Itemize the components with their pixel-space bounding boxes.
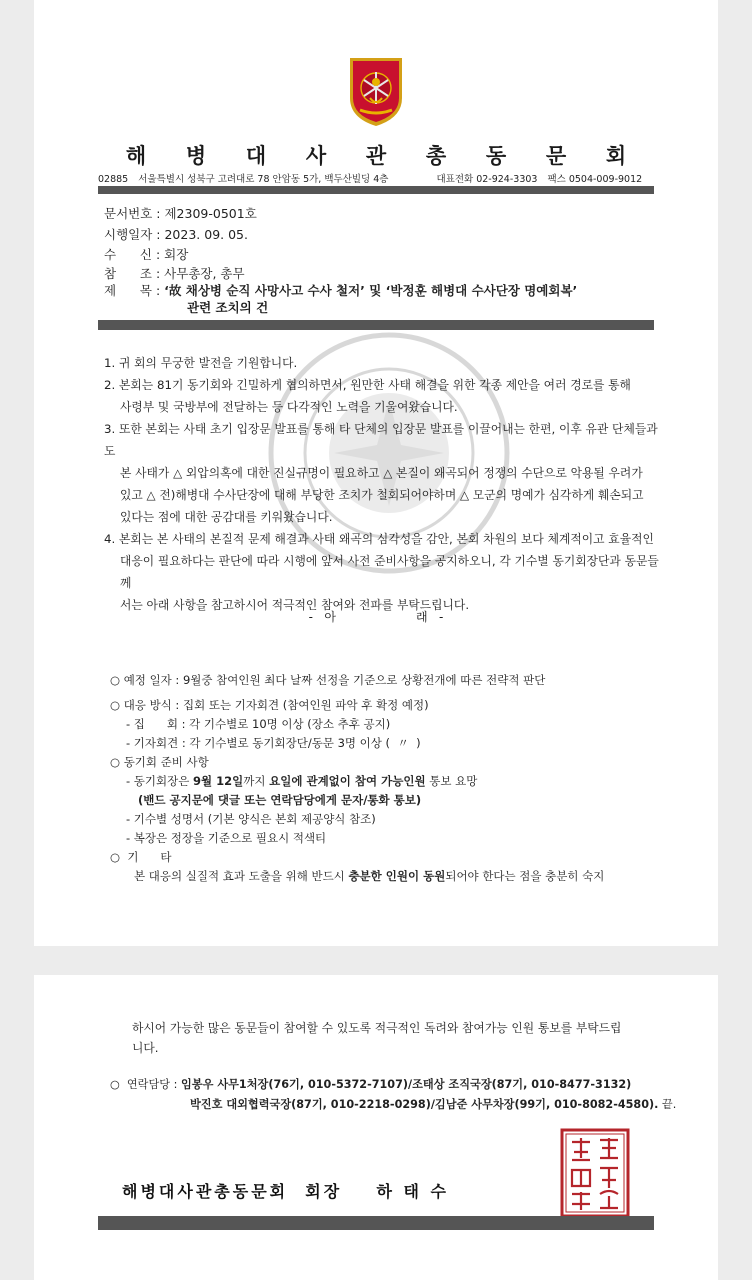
header-divider [98, 186, 654, 194]
recipient-row: 수 신 : 회장 [104, 247, 189, 262]
reference-row: 참 조 : 사무총장, 총무 [104, 266, 245, 281]
date-row: 시행일자 : 2023. 09. 05. [104, 227, 248, 242]
marine-corps-emblem-icon [346, 52, 406, 128]
address-line [98, 171, 652, 185]
contact-info: ○ 연락담당 : 임봉우 사무1처장(76기, 010-5372-7107)/조태상 조직국장(87기, 010-8477-3132) 박진호 대외협력국장(87기, 010-2218-0298)/김남준 사무차장(99기, 010-8082-4580). 끝. [110, 1078, 677, 1111]
document-page-2 [34, 975, 718, 1280]
fax: 팩스 0504-009-9012 [547, 174, 643, 185]
postal-code: 02885 [98, 174, 129, 185]
organization-title: 해 병 대 사 관 총 동 문 회 [125, 144, 627, 168]
doc-number-row: 문서번호 : 제2309-0501호 [104, 206, 257, 221]
document-page-1 [34, 0, 718, 946]
subject-divider [98, 320, 654, 330]
subject-row: 제 목 : ‘故 채상병 순직 사망사고 수사 철저’ 및 ‘박정훈 해병대 수사단장 명예회복’ [104, 283, 578, 298]
continued-paragraph: 하시어 가능한 많은 동문들이 참여할 수 있도록 적극적인 독려와 참여가능 인원 통보를 부탁드립 니다. [132, 1021, 622, 1055]
subject-continuation: 관련 조치의 건 [187, 300, 269, 315]
official-seal-stamp-icon [560, 1128, 630, 1218]
body-paragraphs: 1. 귀 회의 무궁한 발전을 기원합니다. 2. 본회는 81기 동기회와 긴밀하게 협의하면서, 원만한 사태 해결을 위한 각종 제안을 여러 경로를 통해 사령부 및 국방부에 전달하는 등 다각적인 노력을 기울여왔습니다. 3. 또한 본회는 사태 초기 입장문 발표를 통해 타 단체의 입장문 발표를 이끌어내는 한편, 이후 유관 단체들과도 본 사태가 △ 외압의혹에 대한 진실규명이 필요하고 △ 본질이 왜곡되어 정쟁의 수단으로 악용될 우려가 있고 △ 전)해병대 수사단장에 대해 부당한 조치가 철회되어야하며 △ 모군의 명예가 심각하게 훼손되고 있다는 점에 대한 공감대를 키워왔습니다. 4. 본회는 본 사태의 본질적 문제 해결과 사태 왜곡의 심각성을 감안, 본회 차원의 보다 체계적이고 효율적인 대응이 필요하다는 판단에 따라 시행에 앞서 사전 준비사항을 공지하오니, 각 기수별 동기회장단과 동문들께 서는 아래 사항을 참고하시어 적극적인 참여와 전파를 부탁드립니다. [104, 356, 659, 612]
address: 서울특별시 성북구 고려대로 78 안암동 5가, 백두산빌딩 4층 [138, 174, 389, 185]
signature-line: 해병대사관총동문회 회장 하 태 수 [122, 1182, 449, 1201]
phone: 대표전화 02-924-3303 [436, 174, 538, 185]
section-heading: - 아 래 - [308, 610, 444, 624]
footer-divider [98, 1216, 654, 1230]
item-list: ○ 예정 일자 : 9월중 참여인원 최다 날짜 선정을 기준으로 상황전개에 따른 전략적 판단 ○ 대응 방식 : 집회 또는 기자회견 (참여인원 파악 후 확정 예정) - 집 회 : 각 기수별로 10명 이상 (장소 추후 공지) - 기자회견 : 각 기수별로 동기회장단/동문 3명 이상 ( 〃 ) ○ 동기회 준비 사항 - 동기회장은 9월 12일까지 요일에 관계없이 참여 가능인원 통보 요망 (밴드 공지문에 댓글 또는 연락담당에게 문자/통화 통보) - 기수별 성명서 (기본 양식은 본회 제공양식 참조) - 복장은 정장을 기준으로 필요시 적색티 ○ 기 타 본 대응의 실질적 효과 도출을 위해 반드시 충분한 인원이 동원되어야 한다는 점을 충분히 숙지 [110, 673, 605, 883]
